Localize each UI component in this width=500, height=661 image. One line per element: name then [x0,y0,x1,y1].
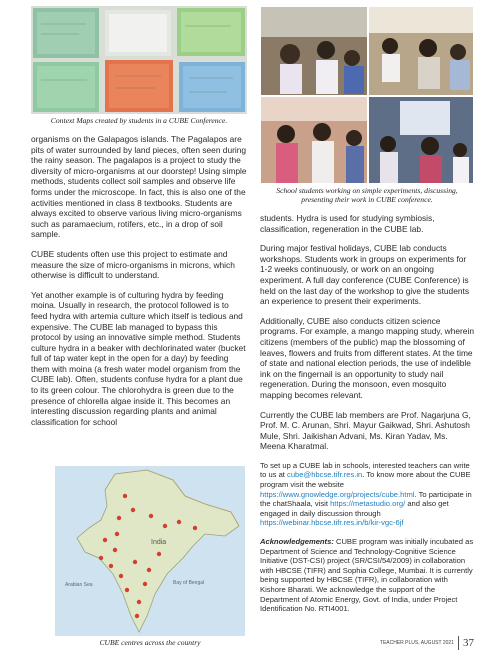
paragraph: CUBE students often use this project to estimate and measure the size of micro-organisms in microns, which otherwise is difficult to understand. [31,248,235,281]
paragraph: During major festival holidays, CUBE lab conducts workshops. Students work in groups on experiments for 1-2 weeks continuously, or work on an ongoing experiment. A full day conference (CUBE Conference) is held on the last day of the workshop to give the students an experience to present their experiments. [260,243,470,307]
paragraph: Currently the CUBE lab members are Prof. Nagarjuna G, Prof. M. C. Arunan, Shri. Mayur Gaikwad, Shri. Ashutosh Mule, Shri. Jaikishan Advani, Ms. Kiran Yadav, Ms. Meena Kharatmal. [260,409,471,452]
cube-website-link[interactable]: https://www.gnowledge.org/projects/cube.html [260,489,415,499]
info-text: and also get engaged in daily discussion through [260,499,449,518]
page-footer [380,636,474,650]
india-map-caption: CUBE centres across the country [99,638,201,647]
acknowledgements-paragraph [260,537,474,614]
email-link[interactable]: cube@hbcse.tifr.res.in [287,470,363,480]
right-column [260,6,474,623]
students-caption: School students working on simple experiments, discussing, presenting their work in CUBE conference. [276,186,458,204]
context-maps-figure [31,6,247,125]
left-column [31,6,247,647]
right-body-text [260,213,474,614]
left-body-text [31,134,247,427]
footer-divider [458,636,459,650]
paragraph: Yet another example is of culturing hydra by feeding moina. Usually in research, the protocol followed is to feed hydra with artemia culture which itself is tedious and expensive. The CUBE lab managed to bypass this protocol by using an innovative simple method. Students culture hydra in a beaker with dechlorinated water (bucket full of tap water kept in the open for a day) by feeding them with moina (a fresh water model organism from the CUBE lab). Often, students confuse hydra for a plant due to its green colour. The chlorohydra is green due to the presence of chlorella algae inside it. This becomes an interesting discussion regarding plants and animal classification for school [31,289,246,427]
india-centres-map [55,466,245,636]
paragraph: students. Hydra is used for studying symbiosis, classification, regeneration in the CUBE lab. [260,213,435,234]
students-figure [260,6,474,204]
contact-info-paragraph [260,461,474,528]
page-number: 37 [463,637,474,649]
context-maps-photo [31,6,247,114]
info-text: To set up a CUBE lab in schools, interested teachers can write to us at [260,460,470,480]
acknowledgements-label: Acknowledgements: [260,537,334,547]
students-photo-collage [260,6,474,184]
paragraph: organisms on the Galapagos islands. The Pagalapos are pits of water surrounded by land pieces, often seen during the rainy season. The pagalapos is a project to study the diversity of micro-organisms at our doorstep! Using simple methods, students collect soil samples and observe life forms under the microscope. In fact, this is also one of the activities mentioned in class 8 textbooks. Students are always excited to observe various living micro-organisms such as paramaecium, rotifers, etc., in a drop of soil sample. [31,134,247,240]
info-text: . To know more about the CUBE program visit the website [260,470,471,490]
running-head: TEACHER PLUS, AUGUST 2021 [379,640,454,646]
context-maps-caption: Context Maps created by students in a CUBE Conference. [50,116,228,125]
info-text: . To participate in the chatShaala, visit [260,489,472,509]
map-label-country: India [151,539,167,546]
metastudio-link[interactable]: https://metastudio.org/ [330,499,406,509]
acknowledgements-text: CUBE program was initially incubated as Department of Science and Technology-Cognitive Science Initiative (DST-CSI) project (SR/CSI/54/2009) in collaboration with HBCSE (TIFR) and Sophia College, Mumbai. It is currently being supported by HBCSE (TIFR), in collaboration with Kishore Bharati. We acknowledge the support of the Department of Atomic Energy, Govt. of India, under Project Identification No. RTI4001. [260,537,474,614]
map-label-bay: Bay of Bengal [173,580,205,586]
webinar-link[interactable]: https://webinar.hbcse.tifr.res.in/b/kir-vgc-6jf [260,518,404,528]
map-label-sea: Arabian Sea [65,582,93,588]
paragraph: Additionally, CUBE also conducts citizen science programs. For example, a mango mapping study, wherein citizens (members of the public) map the blossoming of leaves, flowers and fruits from different states. At the time of state and national election periods, the use of indelible ink on the fingernail is an opportunity to study nail regeneration. During the monsoon, even mosquito mapping becomes relevant. [260,315,474,400]
india-map-figure [55,466,245,647]
